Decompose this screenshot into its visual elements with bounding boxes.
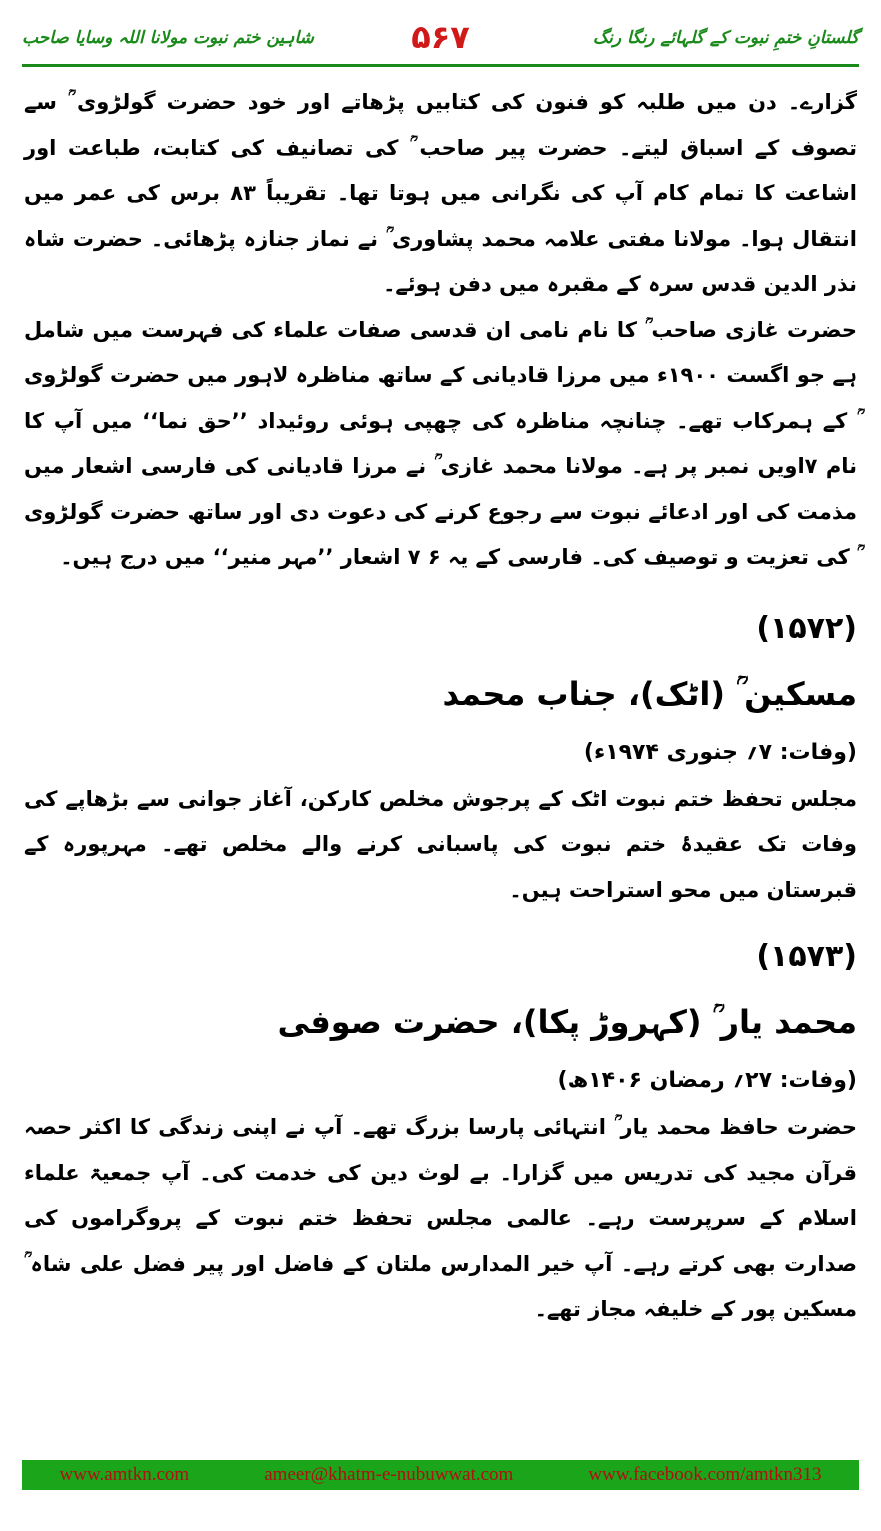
page-body bbox=[24, 80, 857, 1333]
intro-paragraph-1: گزارے۔ دن میں طلبہ کو فنون کی کتابیں پڑھاتے اور خود حضرت گولڑوی ؒ سے تصوف کے اسباق لیتے۔ حضرت پیر صاحب ؒ کی تصانیف کی کتابت، طباعت اور اشاعت کا تمام کام آپ کی نگرانی میں ہوتا تھا۔ تقریباً ۸۳ برس کی عمر میں انتقال ہوا۔ مولانا مفتی علامہ محمد پشاوری ؒ نے نماز جنازہ پڑھائی۔ حضرت شاہ نذر الدین قدس سرہ کے مقبرہ میں دفن ہوئے۔ bbox=[24, 90, 857, 296]
header-author-title: شاہین ختم نبوت مولانا اللہ وسایا صاحب bbox=[22, 27, 314, 48]
header-divider bbox=[22, 64, 859, 67]
entry-number: (۱۵۷۲) bbox=[756, 610, 857, 646]
footer-website-link[interactable]: www.amtkn.com bbox=[59, 1464, 190, 1485]
footer-email-link[interactable]: ameer@khatm-e-nubuwwat.com bbox=[264, 1464, 514, 1485]
entry-1573 bbox=[24, 927, 857, 1333]
footer-bar bbox=[22, 1460, 859, 1490]
entry-number: (۱۵۷۳) bbox=[756, 939, 857, 974]
entry-paragraph: مجلس تحفظ ختم نبوت اٹک کے پرجوش مخلص کارکن، آغاز جوانی سے بڑھاپے کی وفات تک عقیدۂ ختم نبوت کی پاسبانی کرنے والے مخلص تھے۔ مہرپورہ کے قبرستان میں محو استراحت ہیں۔ bbox=[24, 786, 857, 902]
page-number: ۵۶۷ bbox=[411, 18, 470, 56]
intro-paragraph-2: حضرت غازی صاحب ؒ کا نام نامی ان قدسی صفات علماء کی فہرست میں شامل ہے جو اگست ۱۹۰۰ء میں مرزا قادیانی کے ساتھ مناظرہ لاہور میں حضرت گولڑوی ؒ کے ہمرکاب تھے۔ چنانچہ مناظرہ کی چھپی ہوئی روئیداد ’’حق نما‘‘ میں آپ کا نام ۷اویں نمبر پر ہے۔ مولانا محمد غازی ؒ نے مرزا قادیانی کی فارسی اشعار میں مذمت کی اور ادعائے نبوت سے رجوع کرنے کی دعوت دی اور ساتھ حضرت گولڑوی ؒ کی تعزیت و توصیف کی۔ فارسی کے یہ ۶ ۷ اشعار ’’مہر منیر‘‘ میں درج ہیں۔ bbox=[24, 317, 857, 569]
entry-1572 bbox=[24, 599, 857, 914]
entry-death-date: (وفات: ۷؍ جنوری ۱۹۷۴ء) bbox=[583, 739, 857, 765]
footer-facebook-link[interactable]: www.facebook.com/amtkn313 bbox=[588, 1464, 822, 1485]
header-book-title: گلستانِ ختمِ نبوت کے گلہائے رنگا رنگ bbox=[592, 27, 859, 48]
entry-title: محمد یار ؒ (کہروڑ پکا)، حضرت صوفی bbox=[277, 1003, 857, 1041]
page-header bbox=[22, 14, 859, 60]
entry-title: مسکین ؒ (اٹک)، جناب محمد bbox=[442, 674, 857, 713]
entry-death-date: (وفات: ۲۷؍ رمضان ۱۴۰۶ھ) bbox=[557, 1068, 857, 1093]
entry-paragraph: حضرت حافظ محمد یار ؒ انتہائی پارسا بزرگ تھے۔ آپ نے اپنی زندگی کا اکثر حصہ قرآن مجید کی تدریس میں گزارا۔ بے لوث دین کی خدمت کی۔ آپ جمعیۃ علماء اسلام کے سرپرست رہے۔ عالمی مجلس تحفظ ختم نبوت کے پروگراموں کی صدارت بھی کرتے رہے۔ آپ خیر المدارس ملتان کے فاضل اور پیر فضل علی شاہ ؒ مسکین پور کے خلیفہ مجاز تھے۔ bbox=[24, 1115, 857, 1321]
